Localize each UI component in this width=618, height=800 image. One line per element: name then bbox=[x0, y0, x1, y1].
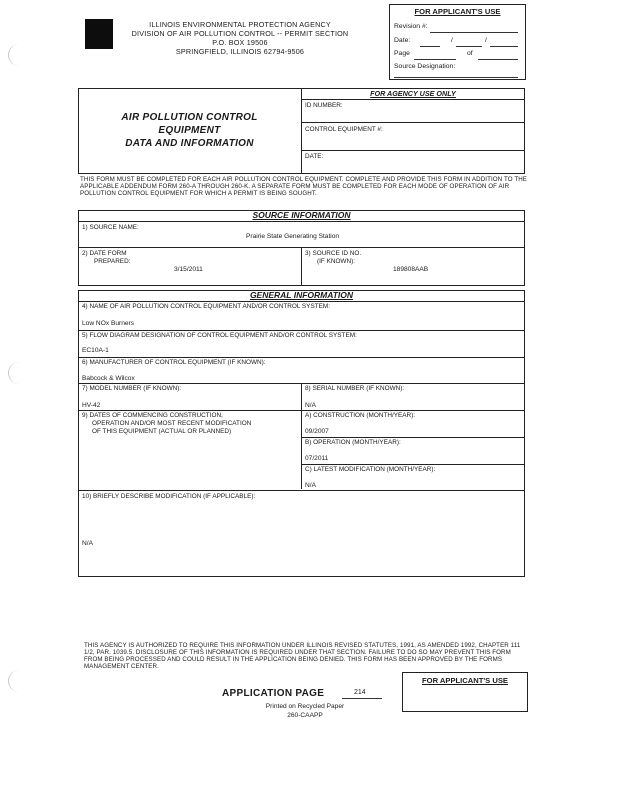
dates-commencing-label-a: 9) DATES OF COMMENCING CONSTRUCTION, bbox=[82, 412, 223, 419]
agency-line-4: SPRINGFIELD, ILLINOIS 62794-9506 bbox=[175, 47, 305, 56]
control-equipment-name-label: 4) NAME OF AIR POLLUTION CONTROL EQUIPMENT AND/OR CONTROL SYSTEM: bbox=[82, 303, 330, 310]
serial-number-label: 8) SERIAL NUMBER (IF KNOWN): bbox=[305, 385, 405, 392]
model-number-label: 7) MODEL NUMBER (IF KNOWN): bbox=[82, 385, 182, 392]
revision-label: Revision #: bbox=[394, 23, 428, 30]
agency-logo bbox=[85, 19, 113, 49]
form-instructions: THIS FORM MUST BE COMPLETED FOR EACH AIR POLLUTION CONTROL EQUIPMENT. COMPLETE AND PROVIDE THIS FORM IN ADDITION TO THE APPLICABLE ADDENDUM FORM 260-A THROUGH 260-K. A SEPARATE FORM MUST BE COMPLETED FOR EACH MODE OF OPERATION OF AIR POLLUTION CONTROL EQUIPMENT FOR WHICH A PERMIT IS BEING SOUGHT. bbox=[80, 176, 528, 197]
operation-date-value[interactable]: 07/2011 bbox=[305, 455, 329, 462]
source-name-label: 1) SOURCE NAME: bbox=[82, 224, 139, 231]
application-page-number: 214 bbox=[354, 689, 366, 696]
source-id-label-a: 3) SOURCE ID NO. bbox=[305, 250, 362, 257]
date-form-prepared-label-a: 2) DATE FORM bbox=[82, 250, 127, 257]
agency-line-3: P.O. BOX 19506 bbox=[212, 38, 268, 47]
dates-commencing-label-c: OF THIS EQUIPMENT (ACTUAL OR PLANNED) bbox=[92, 428, 232, 435]
model-number-value[interactable]: HV-42 bbox=[82, 402, 101, 409]
source-designation-label: Source Designation: bbox=[394, 63, 456, 70]
construction-date-label: A) CONSTRUCTION (MONTH/YEAR): bbox=[305, 412, 416, 419]
agency-header bbox=[110, 20, 370, 56]
flow-diagram-designation-value[interactable]: EC10A-1 bbox=[82, 347, 109, 354]
form-title-line-1: AIR POLLUTION CONTROL bbox=[121, 112, 258, 123]
footer-applicant-use-title: FOR APPLICANT'S USE bbox=[422, 676, 508, 685]
agency-line-1: ILLINOIS ENVIRONMENTAL PROTECTION AGENCY bbox=[149, 20, 331, 29]
operation-date-label: B) OPERATION (MONTH/YEAR): bbox=[305, 439, 401, 446]
date-sep-2: / bbox=[485, 37, 487, 44]
serial-number-value[interactable]: N/A bbox=[305, 402, 316, 409]
applicant-use-box bbox=[389, 4, 526, 80]
application-page-label: APPLICATION PAGE bbox=[222, 688, 325, 699]
id-number-label: ID NUMBER: bbox=[305, 102, 343, 109]
page-label: Page bbox=[394, 50, 410, 57]
control-equipment-number-label: CONTROL EQUIPMENT #: bbox=[305, 126, 383, 133]
date-month-field[interactable] bbox=[420, 46, 440, 47]
date-sep-1: / bbox=[451, 37, 453, 44]
latest-modification-date-value[interactable]: N/A bbox=[305, 482, 316, 489]
footer-applicant-use-box bbox=[402, 672, 528, 712]
binder-mark bbox=[8, 44, 19, 66]
construction-date-value[interactable]: 09/2007 bbox=[305, 428, 329, 435]
general-information-title: GENERAL INFORMATION bbox=[249, 290, 354, 300]
source-id-label-b: (IF KNOWN): bbox=[317, 258, 355, 265]
modification-description-label: 10) BRIEFLY DESCRIBE MODIFICATION (IF APPLICABLE): bbox=[82, 493, 256, 500]
date-form-prepared-value[interactable]: 3/15/2011 bbox=[174, 266, 203, 273]
agency-use-title: FOR AGENCY USE ONLY bbox=[370, 89, 456, 98]
control-equipment-name-value[interactable]: Low NOx Burners bbox=[82, 320, 135, 327]
modification-description-value[interactable]: N/A bbox=[82, 540, 93, 547]
source-information-title: SOURCE INFORMATION bbox=[252, 210, 351, 220]
source-id-value[interactable]: 189808AAB bbox=[393, 266, 429, 273]
legal-disclaimer: THIS AGENCY IS AUTHORIZED TO REQUIRE THIS INFORMATION UNDER ILLINOIS REVISED STATUTES, 1991, AS AMENDED 1992, CHAPTER 111 1/2, PAR. 1039.5. DISCLOSURE OF THIS INFORMATION IS REQUIRED UNDER THAT SECTION. FAILURE TO DO SO MAY PREVENT THIS FORM FROM BEING PROCESSED AND COULD RESULT IN THE APPLICATION BEING DENIED. THIS FORM HAS BEEN APPROVED BY THE FORMS MANAGEMENT CENTER. bbox=[84, 642, 521, 670]
page-of-label: of bbox=[467, 50, 473, 57]
applicant-use-title: FOR APPLICANT'S USE bbox=[414, 7, 501, 16]
form-title-line-2: EQUIPMENT bbox=[158, 125, 221, 136]
latest-modification-date-label: C) LATEST MODIFICATION (MONTH/YEAR): bbox=[305, 466, 436, 473]
date-day-field[interactable] bbox=[456, 46, 482, 47]
agency-date-label: DATE: bbox=[305, 153, 324, 160]
binder-mark bbox=[8, 362, 19, 384]
agency-line-2: DIVISION OF AIR POLLUTION CONTROL -- PERMIT SECTION bbox=[131, 29, 349, 38]
date-year-field[interactable] bbox=[490, 46, 518, 47]
flow-diagram-designation-label: 5) FLOW DIAGRAM DESIGNATION OF CONTROL EQUIPMENT AND/OR CONTROL SYSTEM: bbox=[82, 332, 357, 339]
page-total-field[interactable] bbox=[478, 59, 518, 60]
date-form-prepared-label-b: PREPARED: bbox=[94, 258, 131, 265]
form-code: 260-CAAPP bbox=[287, 712, 323, 719]
revision-field[interactable] bbox=[430, 32, 518, 33]
form-title-line-3: DATA AND INFORMATION bbox=[125, 138, 254, 149]
source-designation-field[interactable] bbox=[394, 77, 518, 78]
dates-commencing-label-b: OPERATION AND/OR MOST RECENT MODIFICATION bbox=[92, 420, 252, 427]
form-title bbox=[80, 111, 299, 150]
manufacturer-value[interactable]: Babcock & Wilcox bbox=[82, 375, 135, 382]
manufacturer-label: 6) MANUFACTURER OF CONTROL EQUIPMENT (IF KNOWN): bbox=[82, 359, 266, 366]
binder-mark bbox=[8, 670, 19, 692]
source-name-value[interactable]: Prairie State Generating Station bbox=[246, 233, 340, 240]
page-number-field[interactable] bbox=[414, 59, 456, 60]
date-label: Date: bbox=[394, 37, 411, 44]
printed-on-recycled: Printed on Recycled Paper bbox=[265, 703, 345, 710]
